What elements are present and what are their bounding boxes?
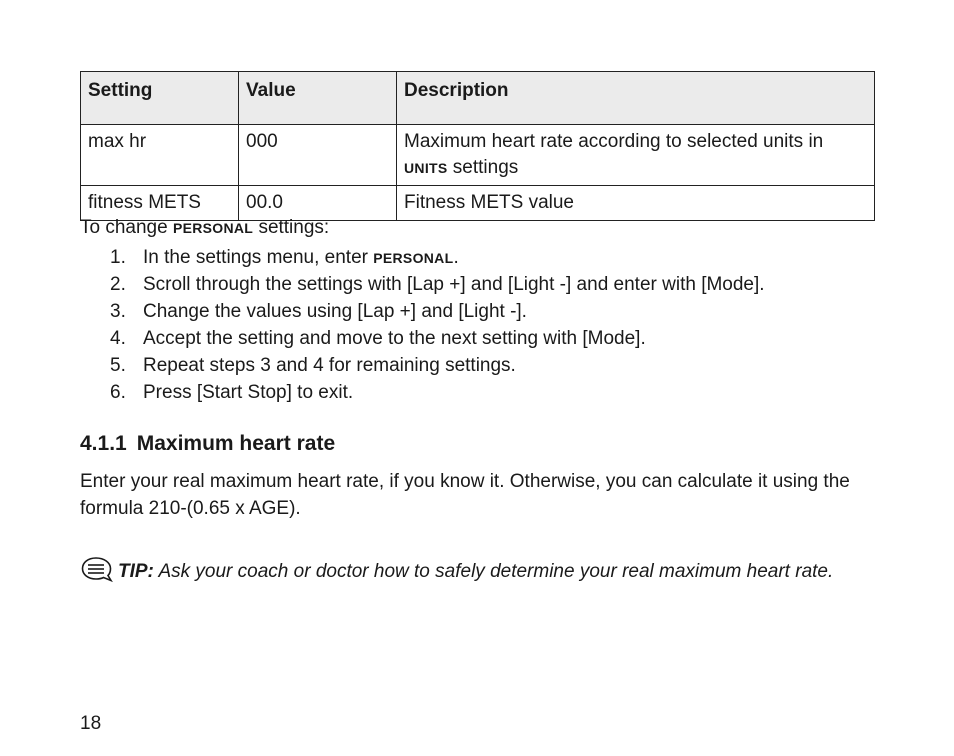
settings-table [80, 71, 875, 221]
description-text: Maximum heart rate according to selected units in [404, 131, 824, 152]
section-heading [80, 430, 335, 458]
column-header-value: Value [239, 72, 397, 125]
section-title: Maximum heart rate [136, 432, 336, 455]
column-header-setting: Setting [81, 72, 239, 125]
step-text: Press [Start Stop] to exit. [143, 382, 354, 403]
intro-text [80, 215, 329, 241]
value-cell: 00.0 [239, 186, 397, 221]
description-cell [397, 125, 875, 186]
step-number: 4. [110, 328, 126, 349]
column-header-description: Description [397, 72, 875, 125]
personal-smallcaps: PERSONAL [373, 250, 454, 266]
tip-note-icon [80, 555, 114, 581]
step-text: Accept the setting and move to the next setting with [Mode]. [143, 328, 646, 349]
tip-text: Ask your coach or doctor how to safely determine your real maximum heart rate. [158, 561, 834, 582]
list-item [80, 271, 765, 298]
units-smallcaps: UNITS [404, 160, 448, 176]
steps-list [80, 244, 765, 406]
description-cell: Fitness METS value [397, 186, 875, 221]
step-number: 5. [110, 355, 126, 376]
step-text: Change the values using [Lap +] and [Light -]. [143, 301, 527, 322]
step-number: 1. [110, 247, 126, 268]
body-paragraph: Enter your real maximum heart rate, if you know it. Otherwise, you can calculate it using the formula 210-(0.65 x AGE). [80, 471, 850, 519]
table-row [81, 125, 875, 186]
setting-cell: fitness METS [81, 186, 239, 221]
section-number: 4.1.1 [80, 432, 127, 455]
list-item [80, 379, 765, 406]
intro-suffix: settings: [258, 217, 330, 238]
page-number: 18 [80, 713, 102, 734]
table-header-row [81, 72, 875, 125]
intro-prefix: To change [80, 217, 168, 238]
list-item [80, 352, 765, 379]
step-text: In the settings menu, enter [143, 247, 368, 268]
step-number: 3. [110, 301, 126, 322]
list-item [80, 244, 765, 271]
personal-smallcaps: PERSONAL [172, 220, 254, 236]
step-tail: . [453, 247, 459, 268]
step-number: 2. [110, 274, 126, 295]
step-text: Repeat steps 3 and 4 for remaining settings. [143, 355, 516, 376]
tip-note [80, 555, 890, 586]
value-cell: 000 [239, 125, 397, 186]
setting-cell: max hr [81, 125, 239, 186]
step-text: Scroll through the settings with [Lap +] and [Light -] and enter with [Mode]. [143, 274, 765, 295]
step-number: 6. [110, 382, 126, 403]
list-item [80, 298, 765, 325]
list-item [80, 325, 765, 352]
tip-label: TIP: [118, 561, 154, 582]
description-tail: settings [452, 157, 519, 178]
